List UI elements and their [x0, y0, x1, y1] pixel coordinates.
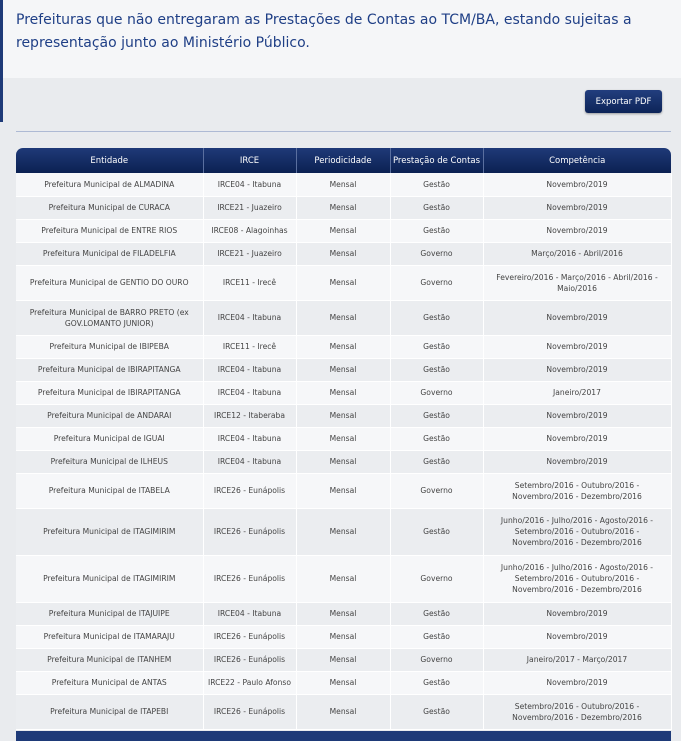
cell-entidade: Prefeitura Municipal de ITAJUIPE: [16, 602, 203, 625]
cell-competencia: Novembro/2019: [483, 450, 671, 473]
table-row: [16, 427, 671, 450]
cell-entidade: Prefeitura Municipal de IGUAI: [16, 427, 203, 450]
cell-entidade: Prefeitura Municipal de ITAPEBI: [16, 694, 203, 729]
table-row: [16, 335, 671, 358]
cell-periodicidade: Mensal: [296, 671, 390, 694]
table-row: [16, 671, 671, 694]
cell-periodicidade: Mensal: [296, 625, 390, 648]
cell-periodicidade: Mensal: [296, 427, 390, 450]
cell-periodicidade: Mensal: [296, 555, 390, 602]
table-row: [16, 450, 671, 473]
cell-irce: IRCE04 - Itabuna: [203, 602, 296, 625]
cell-competencia: Novembro/2019: [483, 671, 671, 694]
accent-bar: [0, 78, 3, 122]
table-row: [16, 381, 671, 404]
cell-entidade: Prefeitura Municipal de ITANHEM: [16, 648, 203, 671]
column-header-entidade[interactable]: Entidade: [16, 148, 203, 173]
cell-irce: IRCE04 - Itabuna: [203, 300, 296, 335]
cell-irce: IRCE12 - Itaberaba: [203, 404, 296, 427]
cell-competencia: Novembro/2019: [483, 427, 671, 450]
cell-irce: IRCE04 - Itabuna: [203, 173, 296, 196]
cell-prestacao: Gestão: [390, 358, 483, 381]
cell-entidade: Prefeitura Municipal de IBIPEBA: [16, 335, 203, 358]
table-row: [16, 219, 671, 242]
cell-entidade: Prefeitura Municipal de CURACA: [16, 196, 203, 219]
cell-prestacao: Governo: [390, 473, 483, 508]
cell-competencia: Novembro/2019: [483, 196, 671, 219]
cell-irce: IRCE11 - Irecê: [203, 265, 296, 300]
cell-irce: IRCE21 - Juazeiro: [203, 242, 296, 265]
cell-periodicidade: Mensal: [296, 358, 390, 381]
cell-competencia: Março/2016 - Abril/2016: [483, 242, 671, 265]
cell-entidade: Prefeitura Municipal de ENTRE RIOS: [16, 219, 203, 242]
cell-entidade: Prefeitura Municipal de ITABELA: [16, 473, 203, 508]
cell-competencia: Setembro/2016 - Outubro/2016 - Novembro/2016 - Dezembro/2016: [483, 473, 671, 508]
cell-periodicidade: Mensal: [296, 196, 390, 219]
cell-prestacao: Governo: [390, 265, 483, 300]
cell-competencia: Junho/2016 - Julho/2016 - Agosto/2016 - Setembro/2016 - Outubro/2016 - Novembro/2016 - Dezembro/2016: [483, 555, 671, 602]
cell-entidade: Prefeitura Municipal de ALMADINA: [16, 173, 203, 196]
cell-entidade: Prefeitura Municipal de ITAMARAJU: [16, 625, 203, 648]
cell-irce: IRCE04 - Itabuna: [203, 358, 296, 381]
table-row: [16, 473, 671, 508]
cell-competencia: Novembro/2019: [483, 602, 671, 625]
cell-periodicidade: Mensal: [296, 694, 390, 729]
cell-prestacao: Gestão: [390, 173, 483, 196]
table-footer-bar: [16, 731, 671, 741]
cell-entidade: Prefeitura Municipal de ITAGIMIRIM: [16, 508, 203, 555]
table-header-row: [16, 148, 671, 173]
cell-prestacao: Gestão: [390, 219, 483, 242]
cell-periodicidade: Mensal: [296, 381, 390, 404]
cell-competencia: Junho/2016 - Julho/2016 - Agosto/2016 - Setembro/2016 - Outubro/2016 - Novembro/2016 - Dezembro/2016: [483, 508, 671, 555]
cell-entidade: Prefeitura Municipal de ANTAS: [16, 671, 203, 694]
cell-competencia: Novembro/2019: [483, 173, 671, 196]
cell-prestacao: Governo: [390, 242, 483, 265]
column-header-prestacao[interactable]: Prestação de Contas: [390, 148, 483, 173]
cell-irce: IRCE08 - Alagoinhas: [203, 219, 296, 242]
cell-irce: IRCE26 - Eunápolis: [203, 625, 296, 648]
cell-periodicidade: Mensal: [296, 219, 390, 242]
page-title: Prefeituras que não entregaram as Prestações de Contas ao TCM/BA, estando sujeitas a representação junto ao Ministério Público.: [16, 12, 632, 51]
cell-competencia: Novembro/2019: [483, 300, 671, 335]
cell-periodicidade: Mensal: [296, 473, 390, 508]
cell-irce: IRCE04 - Itabuna: [203, 381, 296, 404]
cell-entidade: Prefeitura Municipal de GENTIO DO OURO: [16, 265, 203, 300]
cell-prestacao: Gestão: [390, 671, 483, 694]
cell-entidade: Prefeitura Municipal de ILHEUS: [16, 450, 203, 473]
column-header-periodicidade[interactable]: Periodicidade: [296, 148, 390, 173]
cell-prestacao: Gestão: [390, 450, 483, 473]
results-table: [16, 148, 672, 730]
cell-competencia: Novembro/2019: [483, 219, 671, 242]
cell-prestacao: Gestão: [390, 602, 483, 625]
cell-prestacao: Gestão: [390, 427, 483, 450]
cell-irce: IRCE26 - Eunápolis: [203, 648, 296, 671]
cell-periodicidade: Mensal: [296, 242, 390, 265]
cell-entidade: Prefeitura Municipal de IBIRAPITANGA: [16, 358, 203, 381]
table-row: [16, 300, 671, 335]
cell-irce: IRCE04 - Itabuna: [203, 450, 296, 473]
cell-irce: IRCE26 - Eunápolis: [203, 508, 296, 555]
cell-irce: IRCE11 - Irecê: [203, 335, 296, 358]
table-row: [16, 173, 671, 196]
table-row: [16, 694, 671, 729]
column-header-competencia[interactable]: Competência: [483, 148, 671, 173]
cell-irce: IRCE04 - Itabuna: [203, 427, 296, 450]
cell-irce: IRCE22 - Paulo Afonso: [203, 671, 296, 694]
cell-prestacao: Gestão: [390, 625, 483, 648]
cell-competencia: Janeiro/2017: [483, 381, 671, 404]
cell-entidade: Prefeitura Municipal de IBIRAPITANGA: [16, 381, 203, 404]
cell-competencia: Novembro/2019: [483, 625, 671, 648]
cell-periodicidade: Mensal: [296, 265, 390, 300]
cell-competencia: Novembro/2019: [483, 358, 671, 381]
export-pdf-button[interactable]: Exportar PDF: [585, 90, 662, 113]
divider: [16, 131, 671, 132]
cell-competencia: Janeiro/2017 - Março/2017: [483, 648, 671, 671]
cell-competencia: Novembro/2019: [483, 335, 671, 358]
results-table-container: [16, 148, 671, 730]
cell-irce: IRCE21 - Juazeiro: [203, 196, 296, 219]
table-row: [16, 648, 671, 671]
cell-prestacao: Gestão: [390, 404, 483, 427]
table-row: [16, 265, 671, 300]
cell-prestacao: Gestão: [390, 196, 483, 219]
cell-prestacao: Gestão: [390, 300, 483, 335]
cell-periodicidade: Mensal: [296, 335, 390, 358]
cell-periodicidade: Mensal: [296, 173, 390, 196]
cell-prestacao: Governo: [390, 381, 483, 404]
cell-entidade: Prefeitura Municipal de ITAGIMIRIM: [16, 555, 203, 602]
cell-irce: IRCE26 - Eunápolis: [203, 473, 296, 508]
table-row: [16, 358, 671, 381]
cell-prestacao: Gestão: [390, 335, 483, 358]
cell-competencia: Novembro/2019: [483, 404, 671, 427]
cell-periodicidade: Mensal: [296, 602, 390, 625]
table-row: [16, 196, 671, 219]
cell-periodicidade: Mensal: [296, 450, 390, 473]
page-header: [0, 0, 681, 78]
cell-prestacao: Gestão: [390, 508, 483, 555]
cell-entidade: Prefeitura Municipal de BARRO PRETO (ex GOV.LOMANTO JUNIOR): [16, 300, 203, 335]
cell-competencia: Fevereiro/2016 - Março/2016 - Abril/2016 - Maio/2016: [483, 265, 671, 300]
cell-irce: IRCE26 - Eunápolis: [203, 555, 296, 602]
column-header-irce[interactable]: IRCE: [203, 148, 296, 173]
table-row: [16, 242, 671, 265]
cell-prestacao: Governo: [390, 648, 483, 671]
cell-periodicidade: Mensal: [296, 508, 390, 555]
cell-irce: IRCE26 - Eunápolis: [203, 694, 296, 729]
cell-periodicidade: Mensal: [296, 648, 390, 671]
cell-entidade: Prefeitura Municipal de ANDARAI: [16, 404, 203, 427]
table-row: [16, 404, 671, 427]
cell-competencia: Setembro/2016 - Outubro/2016 - Novembro/2016 - Dezembro/2016: [483, 694, 671, 729]
cell-prestacao: Governo: [390, 555, 483, 602]
cell-periodicidade: Mensal: [296, 300, 390, 335]
table-row: [16, 625, 671, 648]
table-row: [16, 555, 671, 602]
cell-prestacao: Gestão: [390, 694, 483, 729]
cell-entidade: Prefeitura Municipal de FILADELFIA: [16, 242, 203, 265]
table-row: [16, 508, 671, 555]
cell-periodicidade: Mensal: [296, 404, 390, 427]
table-row: [16, 602, 671, 625]
